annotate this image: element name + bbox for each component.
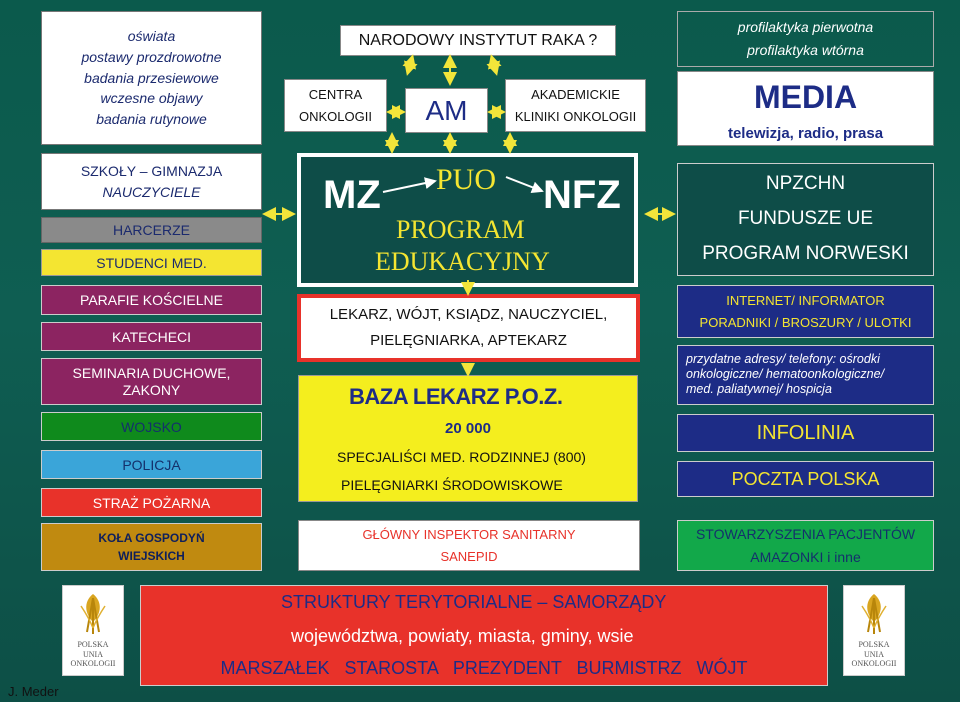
centra-line: CENTRA — [308, 86, 363, 102]
topic-line: oświata — [127, 28, 176, 44]
npzchn-box — [677, 163, 934, 276]
profilaktyka-box — [677, 11, 934, 67]
program-box — [297, 153, 638, 287]
samorzady-offices: MARSZAŁEK STAROSTA PREZYDENT BURMISTRZ WÓJT — [220, 658, 748, 678]
media-title: MEDIA — [753, 79, 858, 116]
katecheci-box — [41, 322, 262, 351]
schools-line: SZKOŁY – GIMNAZJA — [80, 162, 223, 179]
nfz-label: NFZ — [543, 173, 621, 217]
baza-line: PIELĘGNIARKI ŚRODOWISKOWE — [341, 477, 563, 493]
kola-line: WIEJSKICH — [118, 549, 185, 563]
wojsko-box — [41, 412, 262, 441]
poczta-box — [677, 461, 934, 497]
baza-box — [298, 375, 638, 502]
centra-box — [284, 79, 387, 132]
infolinia-box — [677, 414, 934, 452]
policja-box — [41, 450, 262, 479]
logo-text: POLSKA — [77, 640, 109, 649]
kola-line: KOŁA GOSPODYŃ — [98, 530, 205, 545]
katecheci-label: KATECHECI — [111, 328, 192, 345]
harcerze-label: HARCERZE — [112, 222, 190, 238]
ribbon-icon — [63, 588, 123, 638]
adresy-box — [677, 345, 934, 405]
seminaria-line: ZAKONY — [122, 381, 181, 398]
program-line: EDUKACYJNY — [375, 247, 550, 276]
teachers-line: NAUCZYCIELE — [102, 183, 201, 200]
logo-left — [62, 585, 124, 676]
stowarzyszenia-line: STOWARZYSZENIA PACJENTÓW — [695, 525, 916, 542]
baza-count: 20 000 — [445, 420, 491, 437]
akademickie-line: AKADEMICKIE — [531, 86, 620, 102]
policja-label: POLICJA — [122, 456, 181, 473]
puo-label: PUO — [436, 163, 497, 196]
arrow-nio-centra — [408, 58, 412, 72]
parafie-label: PARAFIE KOŚCIELNE — [80, 292, 223, 308]
baza-title: BAZA LEKARZ P.O.Z. — [349, 384, 563, 409]
puo-nfz-arrow — [504, 175, 549, 197]
nio-box — [340, 25, 616, 56]
topic-line: badania rutynowe — [96, 111, 207, 128]
students-label: STUDENCI MED. — [96, 254, 207, 271]
logo-text: UNIA — [864, 649, 884, 659]
am-box — [405, 88, 488, 133]
schools-box — [41, 153, 262, 210]
straz-box — [41, 488, 262, 517]
parafie-box — [41, 285, 262, 315]
mz-label: MZ — [323, 173, 381, 217]
kola-box — [41, 523, 262, 571]
logo-text: UNIA — [83, 649, 103, 659]
arrow-nio-akademickie — [492, 58, 496, 72]
sanepid-line: GŁÓWNY INSPEKTOR SANITARNY — [362, 526, 576, 542]
logo-text: POLSKA — [858, 640, 890, 649]
akademickie-line: KLINIKI ONKOLOGII — [514, 108, 637, 124]
infolinia-label: INFOLINIA — [756, 421, 855, 444]
internet-line: INTERNET/ INFORMATOR — [726, 292, 885, 308]
sanepid-box — [298, 520, 640, 571]
samorzady-units: województwa, powiaty, miasta, gminy, wsie — [291, 626, 634, 646]
education-topics-box — [41, 11, 262, 145]
seminaria-box — [41, 358, 262, 405]
straz-label: STRAŻ POŻARNA — [92, 494, 211, 511]
samorzady-title: STRUKTURY TERYTORIALNE – SAMORZĄDY — [281, 592, 667, 612]
lekarz-line: PIELĘGNIARKA, APTEKARZ — [370, 332, 567, 349]
logo-text: ONKOLOGII — [851, 659, 897, 669]
sanepid-line: SANEPID — [440, 548, 498, 564]
akademickie-box — [505, 79, 646, 132]
logo-text: ONKOLOGII — [70, 659, 116, 669]
nio-label: NARODOWY INSTYTUT RAKA ? — [358, 31, 598, 49]
logo-right — [843, 585, 905, 676]
adresy-line: med. paliatywnej/ hospicja — [686, 382, 832, 396]
adresy-line: onkologiczne/ hematoonkologiczne/ — [686, 367, 885, 381]
npzchn-line: NPZCHN — [765, 173, 846, 195]
seminaria-line: SEMINARIA DUCHOWE, — [72, 364, 231, 381]
author-label: J. Meder — [8, 684, 59, 699]
topic-line: wczesne objawy — [100, 90, 203, 107]
wojsko-label: WOJSKO — [121, 418, 182, 435]
media-box — [677, 71, 934, 146]
baza-line: SPECJALIŚCI MED. RODZINNEJ (800) — [337, 449, 586, 465]
stowarzyszenia-box — [677, 520, 934, 571]
harcerze-box — [41, 217, 262, 243]
npzchn-line: FUNDUSZE UE — [737, 208, 874, 230]
adresy-line: przydatne adresy/ telefony: ośrodki — [686, 352, 880, 366]
students-box — [41, 249, 262, 276]
lekarz-box — [297, 294, 640, 362]
profilaktyka-line: profilaktyka wtórna — [747, 42, 864, 58]
media-sub: telewizja, radio, prasa — [727, 124, 884, 142]
internet-line: PORADNIKI / BROSZURY / ULOTKI — [699, 314, 912, 330]
program-line: PROGRAM — [396, 215, 525, 244]
centra-line: ONKOLOGII — [299, 108, 372, 124]
topic-line: badania przesiewowe — [84, 69, 219, 86]
am-label: AM — [425, 94, 468, 126]
stowarzyszenia-line: AMAZONKI i inne — [750, 548, 861, 565]
ribbon-icon — [844, 588, 904, 638]
lekarz-line: LEKARZ, WÓJT, KSIĄDZ, NAUCZYCIEL, — [329, 306, 608, 323]
profilaktyka-line: profilaktyka pierwotna — [737, 19, 874, 36]
npzchn-line: PROGRAM NORWESKI — [702, 242, 909, 264]
samorzady-box — [140, 585, 828, 686]
internet-box — [677, 285, 934, 338]
mz-puo-arrow — [381, 175, 441, 195]
poczta-label: POCZTA POLSKA — [731, 468, 880, 489]
topic-line: postawy prozdrowotne — [81, 48, 222, 65]
